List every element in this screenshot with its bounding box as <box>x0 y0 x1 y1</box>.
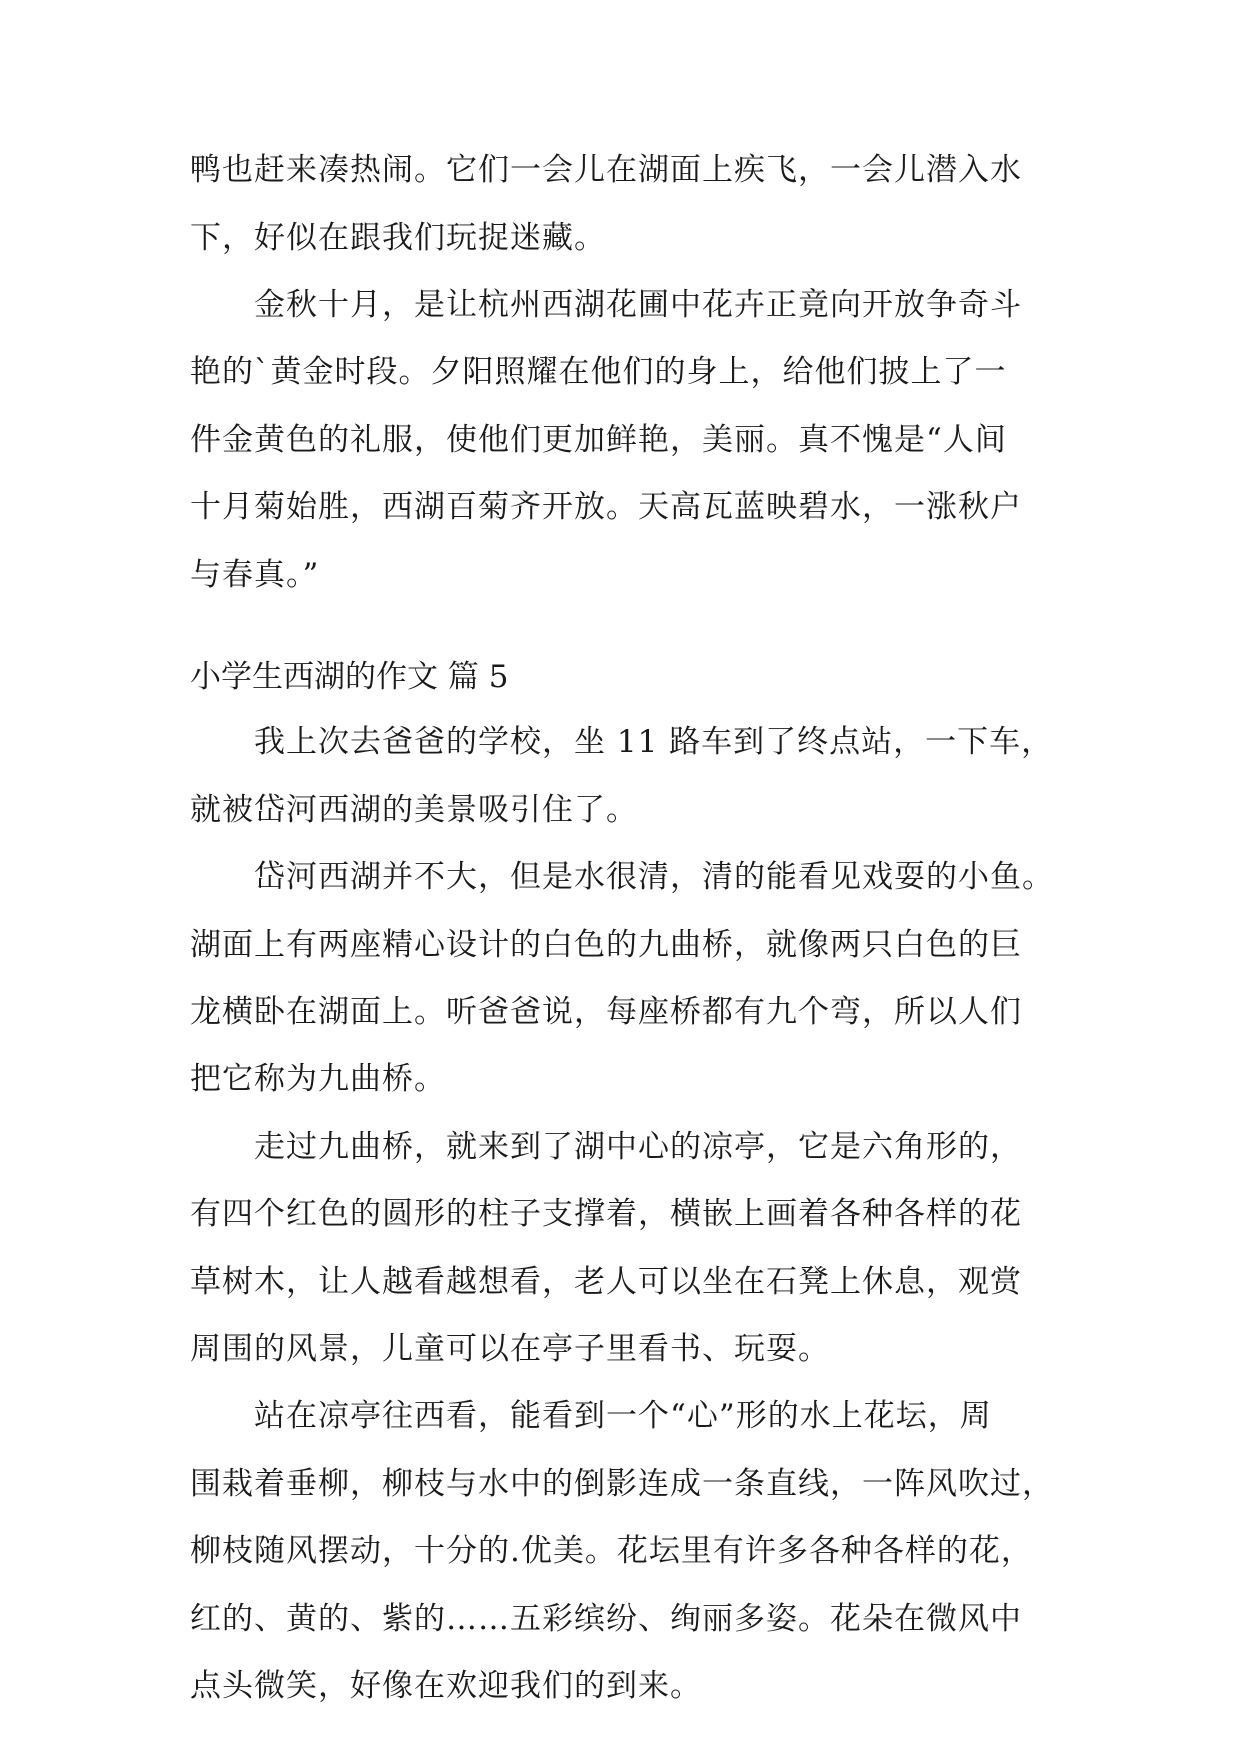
text-line: 艳的`黄金时段。夕阳照耀在他们的身上，给他们披上了一 <box>190 354 1007 390</box>
text-line: 柳枝随风摆动，十分的.优美。花坛里有许多各种各样的花， <box>190 1533 1033 1569</box>
text-line: 金秋十月，是让杭州西湖花圃中花卉正竟向开放争奇斗 <box>190 287 1022 323</box>
section-heading: 小学生西湖的作文 篇 5 <box>190 659 509 695</box>
text-line: 围栽着垂柳，柳枝与水中的倒影连成一条直线，一阵风吹过， <box>190 1466 1054 1502</box>
text-line: 龙横卧在湖面上。听爸爸说，每座桥都有九个弯，所以人们 <box>190 994 1022 1030</box>
text-line: 我上次去爸爸的学校，坐 11 路车到了终点站，一下车， <box>190 724 1054 760</box>
text-line: 鸭也赶来凑热闹。它们一会儿在湖面上疾飞，一会儿潜入水 <box>190 152 1022 188</box>
text-line: 下，好似在跟我们玩捉迷藏。 <box>190 220 606 256</box>
text-line: 有四个红色的圆形的柱子支撑着，横嵌上画着各种各样的花 <box>190 1196 1022 1232</box>
text-line: 十月菊始胜，西湖百菊齐开放。天高瓦蓝映碧水，一涨秋户 <box>190 489 1022 525</box>
text-line: 草树木，让人越看越想看，老人可以坐在石凳上休息，观赏 <box>190 1264 1022 1300</box>
text-line: 就被岱河西湖的美景吸引住了。 <box>190 792 638 828</box>
text-line: 把它称为九曲桥。 <box>190 1061 446 1097</box>
text-line: 走过九曲桥，就来到了湖中心的凉亭，它是六角形的， <box>190 1129 1022 1165</box>
text-line: 红的、黄的、紫的……五彩缤纷、绚丽多姿。花朵在微风中 <box>190 1601 1022 1637</box>
text-line: 岱河西湖并不大，但是水很清，清的能看见戏耍的小鱼。 <box>190 859 1054 895</box>
text-line: 点头微笑，好像在欢迎我们的到来。 <box>190 1668 702 1704</box>
text-line: 件金黄色的礼服，使他们更加鲜艳，美丽。真不愧是“人间 <box>190 422 1007 458</box>
text-line: 周围的风景，儿童可以在亭子里看书、玩耍。 <box>190 1331 830 1367</box>
text-line: 湖面上有两座精心设计的白色的九曲桥，就像两只白色的巨 <box>190 927 1022 963</box>
text-line: 站在凉亭往西看，能看到一个“心”形的水上花坛，周 <box>190 1398 992 1434</box>
text-line: 与春真。” <box>190 557 320 593</box>
